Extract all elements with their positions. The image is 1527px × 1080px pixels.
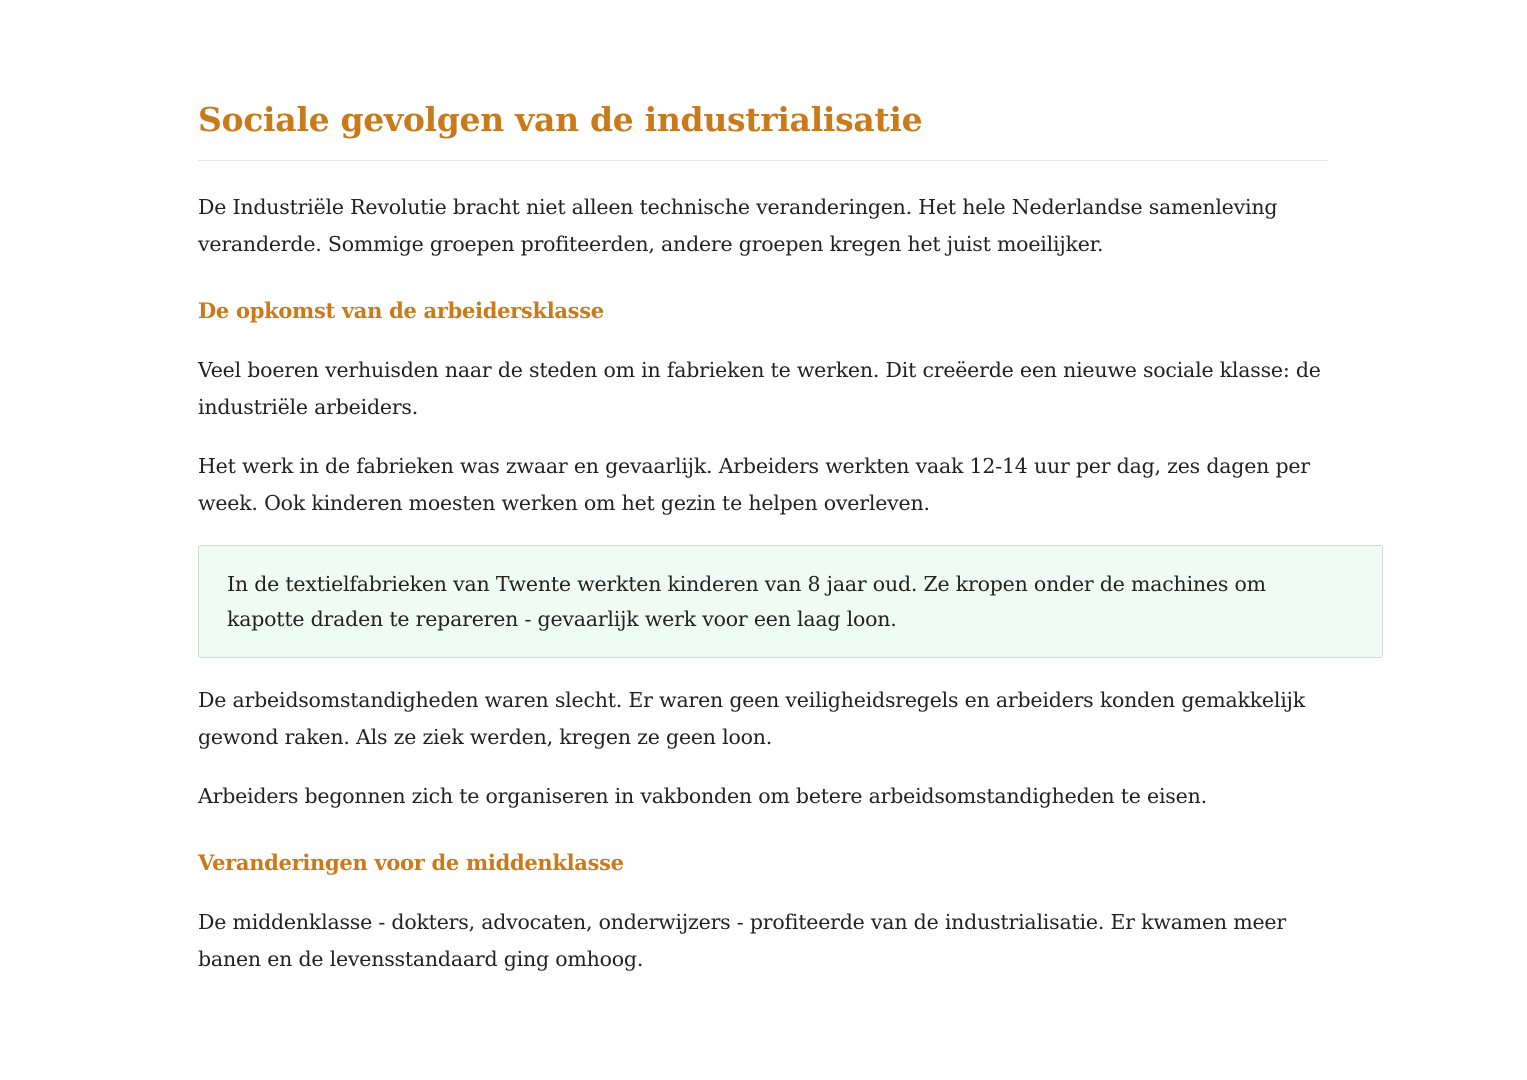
page-title: Sociale gevolgen van de industrialisatie bbox=[198, 100, 923, 139]
paragraph: De middenklasse - dokters, advocaten, onderwijzers - profiteerde van de industrialisatie. Er kwamen meer banen en de levensstandaard ging omhoog. bbox=[198, 910, 1286, 971]
title-divider bbox=[198, 160, 1328, 161]
callout-box bbox=[198, 545, 1383, 658]
section-heading-arbeidersklasse: De opkomst van de arbeidersklasse bbox=[198, 298, 604, 323]
paragraph: De arbeidsomstandigheden waren slecht. Er waren geen veiligheidsregels en arbeiders konden gemakkelijk gewond raken. Als ze ziek werden, kregen ze geen loon. bbox=[198, 688, 1305, 749]
paragraph: Het werk in de fabrieken was zwaar en gevaarlijk. Arbeiders werkten vaak 12-14 uur per dag, zes dagen per week. Ook kinderen moesten werken om het gezin te helpen overleven. bbox=[198, 454, 1310, 515]
paragraph: Arbeiders begonnen zich te organiseren in vakbonden om betere arbeidsomstandigheden te eisen. bbox=[198, 784, 1207, 808]
paragraph: Veel boeren verhuisden naar de steden om in fabrieken te werken. Dit creëerde een nieuwe sociale klasse: de industriële arbeiders. bbox=[198, 358, 1321, 419]
section-heading-middenklasse: Veranderingen voor de middenklasse bbox=[198, 850, 624, 875]
callout-text: In de textielfabrieken van Twente werkten kinderen van 8 jaar oud. Ze kropen onder de machines om kapotte draden te repareren - gevaarlijk werk voor een laag loon. bbox=[227, 572, 1266, 631]
intro-paragraph: De Industriële Revolutie bracht niet alleen technische veranderingen. Het hele Nederlandse samenleving veranderde. Sommige groepen profiteerden, andere groepen kregen het juist moeilijker. bbox=[198, 195, 1278, 256]
